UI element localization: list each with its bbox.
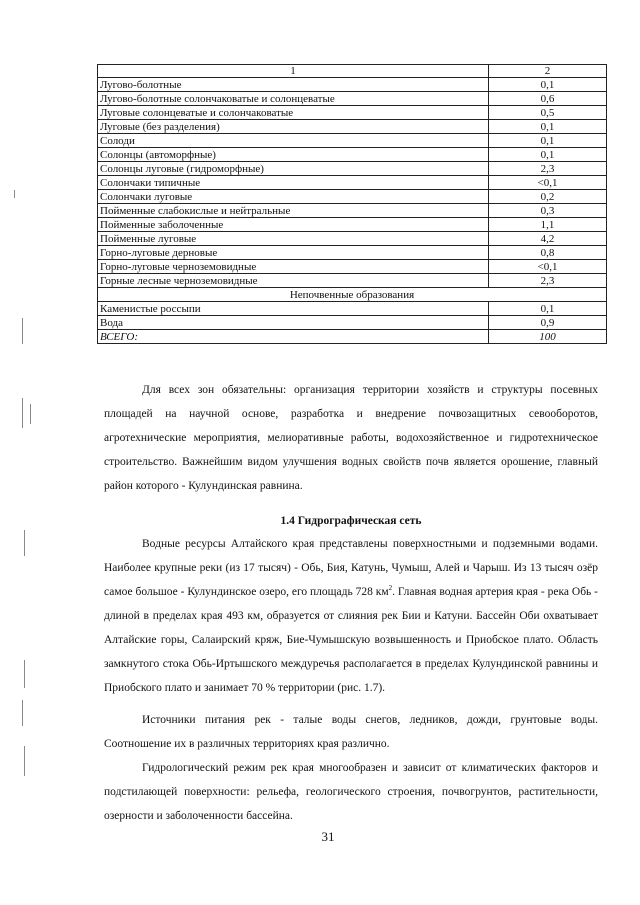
total-value: 100 [489, 330, 607, 344]
soil-area-table [97, 64, 607, 344]
table-row [98, 218, 607, 232]
soil-name: Пойменные луговые [98, 232, 489, 246]
table-row [98, 148, 607, 162]
total-label: ВСЕГО: [98, 330, 489, 344]
scan-artifact [14, 190, 15, 198]
table-row [98, 204, 607, 218]
soil-name: Лугово-болотные солончаковатые и солонцеватые [98, 92, 489, 106]
soil-share: 0,1 [489, 120, 607, 134]
table-row [98, 232, 607, 246]
scan-artifact [22, 398, 23, 428]
column-header: 2 [489, 65, 607, 78]
column-header: 1 [98, 65, 489, 78]
soil-share: 0,5 [489, 106, 607, 120]
table-row [98, 134, 607, 148]
superscript: 2 [388, 584, 393, 593]
soil-share: 2,3 [489, 274, 607, 288]
soil-name: Солоди [98, 134, 489, 148]
scan-artifact [24, 660, 25, 688]
table-row [98, 302, 607, 316]
table-section-row [98, 288, 607, 302]
paragraph-text: Гидрологический режим рек края многообразен и зависит от климатических факторов и подстилающей поверхности: рельефа, геологического строения, почвогрунтов, растительности, озерности и заболоченности бассейна. [104, 762, 598, 822]
scan-artifact [30, 404, 31, 424]
soil-name: Вода [98, 316, 489, 330]
paragraph-water-resources [104, 532, 598, 700]
soil-share: <0,1 [489, 260, 607, 274]
table-row [98, 78, 607, 92]
section-label: Непочвенные образования [98, 288, 607, 302]
soil-share: 0,1 [489, 78, 607, 92]
soil-share: 0,8 [489, 246, 607, 260]
paragraph-text-part: . Главная водная артерия края - река Обь - длиной в пределах края 493 км, образуется от слияния рек Бии и Катуни. Бассейн Оби охватывает Алтайские горы, Салаирский кряж, Бие-Чумышскую возвышенность и Приобское плато. Область замкнутого стока Обь-Иртышского междуречья располагается в пределах Кулундинской равнины и Приобского плато и занимает 70 % территории (рис. 1.7). [104, 586, 598, 694]
soil-share: 0,1 [489, 148, 607, 162]
soil-name: Луговые солонцеватые и солончаковатые [98, 106, 489, 120]
paragraph-text [104, 532, 598, 700]
page-number: 31 [321, 829, 335, 844]
soil-share: 0,1 [489, 134, 607, 148]
scan-artifact [22, 700, 23, 726]
table-row [98, 176, 607, 190]
soil-share: 1,1 [489, 218, 607, 232]
table-row [98, 260, 607, 274]
table-row [98, 246, 607, 260]
table-row [98, 106, 607, 120]
soil-share: 0,1 [489, 302, 607, 316]
table-row [98, 162, 607, 176]
soil-share: 2,3 [489, 162, 607, 176]
soil-share: 4,2 [489, 232, 607, 246]
soil-name: Солонцы луговые (гидроморфные) [98, 162, 489, 176]
scan-artifact [24, 746, 25, 776]
table-row [98, 316, 607, 330]
soil-share: 0,9 [489, 316, 607, 330]
table-row [98, 120, 607, 134]
paragraph-text: Источники питания рек - талые воды снегов, ледников, дожди, грунтовые воды. Соотношение их в различных территориях края различно. [104, 714, 598, 750]
paragraph-land-use [104, 378, 598, 498]
soil-name: Луговые (без разделения) [98, 120, 489, 134]
scan-artifact [24, 530, 25, 556]
paragraph-river-sources [104, 708, 598, 756]
soil-share: <0,1 [489, 176, 607, 190]
scan-artifact [22, 318, 23, 344]
section-heading: 1.4 Гидрографическая сеть [280, 515, 422, 527]
soil-name: Горно-луговые дерновые [98, 246, 489, 260]
soil-share: 0,3 [489, 204, 607, 218]
table-header-row [98, 65, 607, 78]
paragraph-text: Для всех зон обязательны: организация территории хозяйств и структуры посевных площадей на научной основе, разработка и внедрение почвозащитных севооборотов, агротехнические мероприятия, мелиоративные работы, водохозяйственное и гидротехническое строительство. Важнейшим видом улучшения водных свойств почв является орошение, главный район которого - Кулундинская равнина. [104, 384, 598, 492]
paragraph-hydrological-regime [104, 756, 598, 828]
soil-name: Солонцы (автоморфные) [98, 148, 489, 162]
table-row [98, 274, 607, 288]
soil-name: Солончаки типичные [98, 176, 489, 190]
soil-name: Горно-луговые черноземовидные [98, 260, 489, 274]
soil-name: Солончаки луговые [98, 190, 489, 204]
paragraph-text-part: Водные ресурсы Алтайского края представлены поверхностными и подземными водами. Наиболее крупные реки (из 17 тысяч) - Обь, Бия, Катунь, Чумыш, Алей и Чарыш. Из 13 тысяч озёр самое большое - Кулундинское озеро, его площадь 728 км [104, 538, 598, 598]
soil-name: Горные лесные черноземовидные [98, 274, 489, 288]
table-row [98, 190, 607, 204]
table-total-row [98, 330, 607, 344]
soil-name: Пойменные слабокислые и нейтральные [98, 204, 489, 218]
soil-share: 0,6 [489, 92, 607, 106]
soil-name: Пойменные заболоченные [98, 218, 489, 232]
soil-name: Каменистые россыпи [98, 302, 489, 316]
soil-share: 0,2 [489, 190, 607, 204]
soil-name: Лугово-болотные [98, 78, 489, 92]
table-row [98, 92, 607, 106]
